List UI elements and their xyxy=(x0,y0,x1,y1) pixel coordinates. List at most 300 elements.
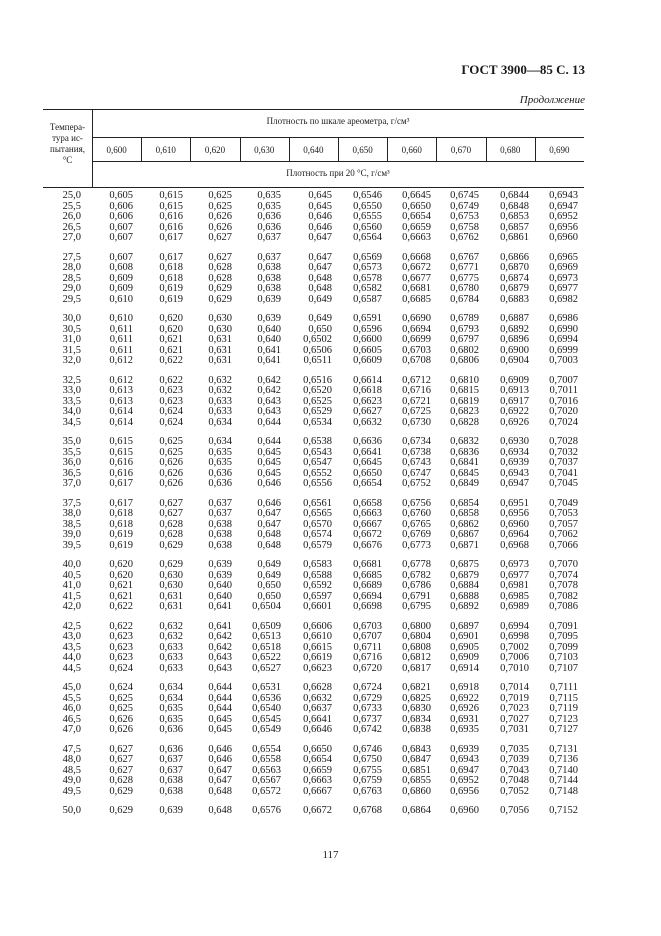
density-cell: 0,648 xyxy=(308,272,332,284)
density-cell: 0,6742 xyxy=(353,724,382,735)
row-group xyxy=(43,745,584,798)
density-cell: 0,6849 xyxy=(450,478,479,489)
density-cell: 0,6861 xyxy=(500,232,529,243)
density-cell: 0,7053 xyxy=(549,508,578,519)
density-cell: 0,6789 xyxy=(450,313,479,324)
density-cell: 0,6734 xyxy=(402,436,431,447)
table-row xyxy=(43,212,584,223)
density-cell: 0,646 xyxy=(208,754,232,765)
density-cell: 0,6672 xyxy=(353,529,382,540)
density-cell: 0,6749 xyxy=(450,200,479,212)
density-cell: 0,7048 xyxy=(500,775,529,786)
density-cell: 0,7140 xyxy=(549,764,578,776)
density-cell: 0,646 xyxy=(208,743,232,755)
density-cell: 0,6884 xyxy=(450,580,479,591)
row-group xyxy=(43,499,584,552)
density-cell: 0,7019 xyxy=(500,692,529,704)
density-cell: 0,6808 xyxy=(402,641,431,653)
density-cell: 0,6870 xyxy=(500,262,529,273)
table-row xyxy=(43,755,584,766)
density-cell: 0,7003 xyxy=(549,355,578,366)
density-cell: 0,6659 xyxy=(303,764,332,776)
density-cell: 0,627 xyxy=(208,232,232,243)
density-cell: 0,6986 xyxy=(549,313,578,324)
density-cell: 0,6760 xyxy=(402,508,431,519)
column-header: 0,670 xyxy=(450,145,472,155)
density-cell: 0,6685 xyxy=(353,569,382,581)
density-cell: 0,645 xyxy=(308,200,332,212)
table-row xyxy=(43,335,584,346)
density-cell: 0,6965 xyxy=(549,251,578,263)
density-cell: 0,7062 xyxy=(549,529,578,540)
temperature-cell: 47,0 xyxy=(62,724,81,735)
density-cell: 0,6874 xyxy=(500,272,529,284)
density-cell: 0,640 xyxy=(208,580,232,591)
column-header: 0,600 xyxy=(106,145,127,155)
density-cell: 0,6812 xyxy=(402,652,431,663)
density-cell: 0,6596 xyxy=(353,323,382,335)
density-cell: 0,615 xyxy=(159,190,183,201)
temperature-cell: 33,5 xyxy=(62,395,81,407)
density-cell: 0,7091 xyxy=(549,620,578,632)
density-cell: 0,6860 xyxy=(402,785,431,797)
density-cell: 0,7123 xyxy=(549,713,578,725)
density-cell: 0,639 xyxy=(208,569,232,581)
density-cell: 0,6897 xyxy=(450,620,479,632)
density-cell: 0,6952 xyxy=(450,775,479,786)
density-cell: 0,6832 xyxy=(450,436,479,447)
table-row xyxy=(43,787,584,798)
density-cell: 0,639 xyxy=(208,559,232,570)
density-cell: 0,628 xyxy=(109,775,133,786)
density-cell: 0,645 xyxy=(208,724,232,735)
table-row xyxy=(43,191,584,202)
density-cell: 0,6650 xyxy=(303,743,332,755)
density-cell: 0,607 xyxy=(109,221,133,233)
density-cell: 0,634 xyxy=(159,692,183,704)
density-cell: 0,609 xyxy=(109,272,133,284)
table-row xyxy=(43,458,584,469)
density-cell: 0,6968 xyxy=(500,539,529,551)
column-header: 0,660 xyxy=(401,145,422,155)
density-cell: 0,639 xyxy=(159,805,183,816)
density-cell: 0,6540 xyxy=(252,703,281,714)
density-cell: 0,6900 xyxy=(500,344,529,356)
density-cell: 0,6834 xyxy=(402,713,431,725)
density-cell: 0,6645 xyxy=(402,190,431,201)
density-cell: 0,6943 xyxy=(450,754,479,765)
density-cell: 0,6747 xyxy=(402,467,431,479)
density-cell: 0,6570 xyxy=(303,518,332,530)
density-cell: 0,642 xyxy=(257,374,281,386)
density-cell: 0,6627 xyxy=(353,406,382,417)
density-cell: 0,6843 xyxy=(402,743,431,755)
density-cell: 0,6866 xyxy=(500,251,529,263)
density-cell: 0,6857 xyxy=(500,221,529,233)
density-cell: 0,633 xyxy=(208,395,232,407)
density-cell: 0,6529 xyxy=(303,406,332,417)
density-cell: 0,628 xyxy=(208,262,232,273)
density-cell: 0,6545 xyxy=(252,713,281,725)
density-cell: 0,6905 xyxy=(450,641,479,653)
density-cell: 0,612 xyxy=(109,355,133,366)
density-cell: 0,6729 xyxy=(353,692,382,704)
density-cell: 0,629 xyxy=(208,293,232,305)
density-cell: 0,6745 xyxy=(450,190,479,201)
density-cell: 0,7031 xyxy=(500,724,529,735)
density-cell: 0,626 xyxy=(109,713,133,725)
density-cell: 0,636 xyxy=(257,221,281,233)
density-cell: 0,6703 xyxy=(402,344,431,356)
density-cell: 0,6606 xyxy=(303,620,332,632)
density-cell: 0,632 xyxy=(159,620,183,632)
density-cell: 0,7039 xyxy=(500,754,529,765)
density-cell: 0,6628 xyxy=(303,682,332,693)
density-cell: 0,617 xyxy=(109,497,133,509)
density-cell: 0,636 xyxy=(208,478,232,489)
density-cell: 0,642 xyxy=(208,631,232,642)
density-cell: 0,7099 xyxy=(549,641,578,653)
density-cell: 0,618 xyxy=(109,508,133,519)
density-cell: 0,645 xyxy=(257,446,281,458)
density-cell: 0,629 xyxy=(109,785,133,797)
density-cell: 0,6844 xyxy=(500,190,529,201)
density-cell: 0,631 xyxy=(159,590,183,602)
density-cell: 0,6956 xyxy=(500,508,529,519)
temperature-cell: 44,5 xyxy=(62,662,81,674)
density-cell: 0,6549 xyxy=(252,724,281,735)
density-cell: 0,613 xyxy=(109,385,133,396)
density-cell: 0,6618 xyxy=(353,385,382,396)
density-cell: 0,607 xyxy=(109,232,133,243)
density-cell: 0,7037 xyxy=(549,457,578,468)
density-cell: 0,6506 xyxy=(303,344,332,356)
density-cell: 0,619 xyxy=(109,529,133,540)
density-cell: 0,6780 xyxy=(450,283,479,294)
density-cell: 0,619 xyxy=(109,539,133,551)
density-cell: 0,6546 xyxy=(353,190,382,201)
density-cell: 0,616 xyxy=(109,457,133,468)
temperature-cell: 39,5 xyxy=(62,539,81,551)
density-cell: 0,623 xyxy=(109,652,133,663)
table-row xyxy=(43,581,584,592)
density-cell: 0,641 xyxy=(208,601,232,612)
density-cell: 0,6565 xyxy=(303,508,332,519)
temperature-cell: 37,5 xyxy=(62,497,81,509)
density-cell: 0,7006 xyxy=(500,652,529,663)
density-cell: 0,649 xyxy=(257,559,281,570)
density-cell: 0,6650 xyxy=(402,200,431,212)
density-cell: 0,7086 xyxy=(549,601,578,612)
density-cell: 0,6758 xyxy=(450,221,479,233)
density-cell: 0,7144 xyxy=(549,775,578,786)
density-cell: 0,650 xyxy=(308,323,332,335)
density-cell: 0,6806 xyxy=(450,355,479,366)
density-cell: 0,627 xyxy=(208,251,232,263)
density-cell: 0,639 xyxy=(257,293,281,305)
density-cell: 0,6943 xyxy=(549,190,578,201)
density-cell: 0,6654 xyxy=(303,754,332,765)
density-cell: 0,641 xyxy=(257,344,281,356)
density-cell: 0,637 xyxy=(208,497,232,509)
density-cell: 0,620 xyxy=(109,559,133,570)
density-cell: 0,626 xyxy=(159,478,183,489)
temperature-cell: 39,0 xyxy=(62,529,81,540)
density-cell: 0,627 xyxy=(109,743,133,755)
density-cell: 0,645 xyxy=(308,190,332,201)
density-cell: 0,7027 xyxy=(500,713,529,725)
density-cell: 0,647 xyxy=(308,232,332,243)
table-row xyxy=(43,632,584,643)
density-cell: 0,610 xyxy=(109,313,133,324)
density-cell: 0,6641 xyxy=(303,713,332,725)
density-cell: 0,6654 xyxy=(402,211,431,222)
density-cell: 0,625 xyxy=(159,436,183,447)
temperature-cell: 26,5 xyxy=(62,221,81,233)
density-cell: 0,6855 xyxy=(402,775,431,786)
density-cell: 0,6802 xyxy=(450,344,479,356)
density-cell: 0,619 xyxy=(159,293,183,305)
row-group xyxy=(43,560,584,613)
density-cell: 0,7107 xyxy=(549,662,578,674)
density-cell: 0,6572 xyxy=(252,785,281,797)
density-cell: 0,6981 xyxy=(500,580,529,591)
density-cell: 0,625 xyxy=(208,200,232,212)
density-cell: 0,631 xyxy=(159,601,183,612)
density-cell: 0,640 xyxy=(208,590,232,602)
density-cell: 0,6917 xyxy=(500,395,529,407)
density-cell: 0,643 xyxy=(257,406,281,417)
column-header: 0,630 xyxy=(254,145,275,155)
density-cell: 0,625 xyxy=(109,703,133,714)
density-cell: 0,6685 xyxy=(402,293,431,305)
density-cell: 0,618 xyxy=(159,262,183,273)
density-cell: 0,6663 xyxy=(303,775,332,786)
table-row xyxy=(43,356,584,367)
density-cell: 0,636 xyxy=(159,743,183,755)
density-cell: 0,6536 xyxy=(252,692,281,704)
density-cell: 0,6828 xyxy=(450,416,479,428)
temperature-cell: 38,5 xyxy=(62,518,81,530)
density-cell: 0,645 xyxy=(257,457,281,468)
density-cell: 0,6672 xyxy=(402,262,431,273)
table-row xyxy=(43,233,584,244)
density-cell: 0,611 xyxy=(109,334,133,345)
density-cell: 0,606 xyxy=(109,211,133,222)
density-cell: 0,646 xyxy=(308,211,332,222)
density-cell: 0,632 xyxy=(208,374,232,386)
density-cell: 0,634 xyxy=(159,682,183,693)
density-cell: 0,641 xyxy=(208,620,232,632)
density-cell: 0,6875 xyxy=(450,559,479,570)
column-header: 0,620 xyxy=(204,145,226,155)
density-cell: 0,6694 xyxy=(402,323,431,335)
density-cell: 0,6588 xyxy=(303,569,332,581)
density-cell: 0,612 xyxy=(109,374,133,386)
density-cell: 0,7011 xyxy=(549,385,578,396)
density-cell: 0,622 xyxy=(109,620,133,632)
table-row xyxy=(43,418,584,429)
density-cell: 0,6587 xyxy=(353,293,382,305)
density-cell: 0,6951 xyxy=(500,497,529,509)
density-cell: 0,6771 xyxy=(450,262,479,273)
density-cell: 0,615 xyxy=(159,200,183,212)
density-cell: 0,6518 xyxy=(252,641,281,653)
density-cell: 0,6636 xyxy=(353,436,382,447)
density-cell: 0,618 xyxy=(109,518,133,530)
density-cell: 0,7023 xyxy=(500,703,529,714)
density-cell: 0,7007 xyxy=(549,374,578,386)
density-cell: 0,6922 xyxy=(450,692,479,704)
density-cell: 0,6939 xyxy=(450,743,479,755)
density-cell: 0,6848 xyxy=(500,200,529,212)
density-cell: 0,638 xyxy=(159,775,183,786)
density-20-caption: Плотность при 20 °С, г/см³ xyxy=(286,168,390,178)
temperature-caption: Темпера- тура ис- пытания, °С xyxy=(49,122,86,165)
density-cell: 0,6605 xyxy=(353,344,382,356)
density-cell: 0,6782 xyxy=(402,569,431,581)
density-cell: 0,6773 xyxy=(402,539,431,551)
density-cell: 0,611 xyxy=(109,323,133,335)
density-cell: 0,6769 xyxy=(402,529,431,540)
table-row xyxy=(43,530,584,541)
density-cell: 0,7152 xyxy=(549,805,578,816)
temperature-cell: 34,0 xyxy=(62,406,81,417)
density-cell: 0,7115 xyxy=(549,692,578,704)
density-cell: 0,6597 xyxy=(303,590,332,602)
temperature-cell: 43,0 xyxy=(62,631,81,642)
density-cell: 0,630 xyxy=(208,323,232,335)
density-cell: 0,6632 xyxy=(353,416,382,428)
density-cell: 0,621 xyxy=(109,590,133,602)
density-cell: 0,6935 xyxy=(450,724,479,735)
density-cell: 0,6721 xyxy=(402,395,431,407)
density-cell: 0,6560 xyxy=(353,221,382,233)
density-cell: 0,6654 xyxy=(353,478,382,489)
density-cell: 0,649 xyxy=(308,313,332,324)
density-cell: 0,6879 xyxy=(500,283,529,294)
temperature-cell: 29,0 xyxy=(62,283,81,294)
density-cell: 0,634 xyxy=(208,416,232,428)
density-cell: 0,630 xyxy=(208,313,232,324)
density-cell: 0,619 xyxy=(159,283,183,294)
density-cell: 0,649 xyxy=(257,569,281,581)
density-cell: 0,624 xyxy=(159,406,183,417)
table-row xyxy=(43,602,584,613)
density-cell: 0,640 xyxy=(257,334,281,345)
table-row xyxy=(43,541,584,552)
temperature-cell: 36,0 xyxy=(62,457,81,468)
density-cell: 0,626 xyxy=(208,221,232,233)
row-group xyxy=(43,806,584,817)
density-cell: 0,6960 xyxy=(500,518,529,530)
temperature-cell: 44,0 xyxy=(62,652,81,663)
density-cell: 0,7020 xyxy=(549,406,578,417)
density-cell: 0,626 xyxy=(159,457,183,468)
temperature-cell: 29,5 xyxy=(62,293,81,305)
table-row xyxy=(43,437,584,448)
table-row xyxy=(43,704,584,715)
density-cell: 0,629 xyxy=(109,805,133,816)
density-cell: 0,6994 xyxy=(500,620,529,632)
density-cell: 0,6724 xyxy=(353,682,382,693)
density-cell: 0,611 xyxy=(109,344,133,356)
density-cell: 0,7014 xyxy=(500,682,529,693)
density-cell: 0,6520 xyxy=(303,385,332,396)
density-cell: 0,7119 xyxy=(549,703,578,714)
density-cell: 0,6922 xyxy=(500,406,529,417)
density-cell: 0,616 xyxy=(109,467,133,479)
temperature-cell: 42,5 xyxy=(62,620,81,632)
density-cell: 0,6791 xyxy=(402,590,431,602)
density-cell: 0,6632 xyxy=(303,692,332,704)
density-cell: 0,6786 xyxy=(402,580,431,591)
density-cell: 0,6918 xyxy=(450,682,479,693)
density-cell: 0,6947 xyxy=(549,200,578,212)
density-cell: 0,629 xyxy=(159,559,183,570)
table-row xyxy=(43,664,584,675)
density-cell: 0,7035 xyxy=(500,743,529,755)
column-header: 0,640 xyxy=(303,145,324,155)
density-cell: 0,6650 xyxy=(353,467,382,479)
density-cell: 0,624 xyxy=(159,416,183,428)
density-cell: 0,642 xyxy=(257,385,281,396)
temperature-cell: 31,0 xyxy=(62,334,81,345)
density-cell: 0,623 xyxy=(109,641,133,653)
temperature-cell: 49,5 xyxy=(62,785,81,797)
density-cell: 0,636 xyxy=(257,211,281,222)
density-cell: 0,6883 xyxy=(500,293,529,305)
density-cell: 0,6943 xyxy=(500,467,529,479)
density-cell: 0,625 xyxy=(109,692,133,704)
temperature-cell: 48,0 xyxy=(62,754,81,765)
density-cell: 0,618 xyxy=(159,272,183,284)
density-cell: 0,622 xyxy=(159,374,183,386)
density-cell: 0,646 xyxy=(257,497,281,509)
density-cell: 0,638 xyxy=(208,539,232,551)
density-cell: 0,6956 xyxy=(450,785,479,797)
density-cell: 0,626 xyxy=(109,724,133,735)
density-cell: 0,614 xyxy=(109,416,133,428)
density-cell: 0,6901 xyxy=(450,631,479,642)
continuation-label: Продолжение xyxy=(519,94,585,106)
density-cell: 0,608 xyxy=(109,262,133,273)
density-cell: 0,6601 xyxy=(303,601,332,612)
density-cell: 0,6591 xyxy=(353,313,382,324)
table-row xyxy=(43,653,584,664)
density-cell: 0,6947 xyxy=(450,764,479,776)
density-cell: 0,6663 xyxy=(402,232,431,243)
column-header: 0,680 xyxy=(500,145,521,155)
row-group xyxy=(43,376,584,429)
temperature-cell: 26,0 xyxy=(62,211,81,222)
density-cell: 0,650 xyxy=(257,590,281,602)
density-cell: 0,648 xyxy=(208,805,232,816)
density-cell: 0,648 xyxy=(308,283,332,294)
density-cell: 0,6619 xyxy=(303,652,332,663)
density-cell: 0,636 xyxy=(159,724,183,735)
table-row xyxy=(43,295,584,306)
density-cell: 0,7148 xyxy=(549,785,578,797)
temperature-cell: 27,5 xyxy=(62,251,81,263)
density-cell: 0,7136 xyxy=(549,754,578,765)
density-cell: 0,623 xyxy=(159,385,183,396)
density-cell: 0,620 xyxy=(159,323,183,335)
density-cell: 0,6994 xyxy=(549,334,578,345)
density-cell: 0,635 xyxy=(257,190,281,201)
density-cell: 0,6712 xyxy=(402,374,431,386)
density-cell: 0,6547 xyxy=(303,457,332,468)
